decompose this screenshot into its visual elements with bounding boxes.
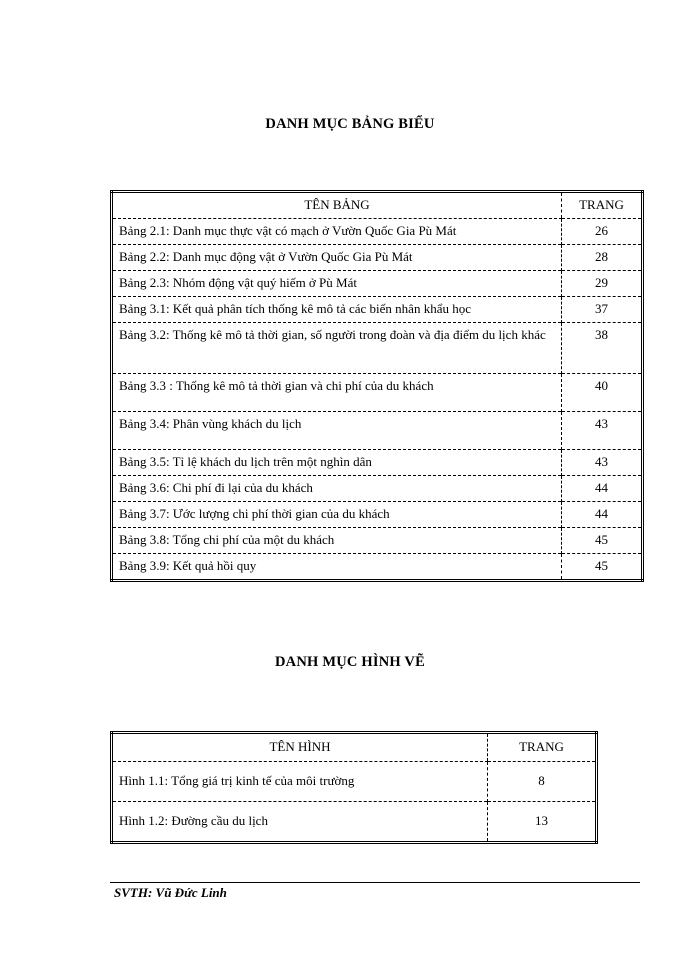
table-row — [112, 476, 643, 502]
figures-list-title: DANH MỤC HÌNH VẼ — [275, 654, 425, 670]
table-header-row — [112, 192, 643, 219]
entry-name: Bảng 3.8: Tổng chi phí của một du khách — [112, 528, 562, 554]
entry-page: 40 — [562, 374, 643, 412]
entry-page: 8 — [488, 762, 597, 802]
entry-name: Bảng 3.1: Kết quả phân tích thống kê mô tả các biến nhân khẩu học — [112, 297, 562, 323]
table-row — [112, 502, 643, 528]
column-header-page: TRANG — [488, 733, 597, 762]
entry-page: 44 — [562, 502, 643, 528]
table-row — [112, 271, 643, 297]
table-row — [112, 450, 643, 476]
entry-name: Bảng 2.3: Nhóm động vật quý hiếm ở Pù Mát — [112, 271, 562, 297]
entry-page: 43 — [562, 450, 643, 476]
entry-page: 44 — [562, 476, 643, 502]
entry-page: 45 — [562, 554, 643, 581]
tables-list-table — [110, 190, 644, 582]
entry-page: 26 — [562, 219, 643, 245]
entry-page: 43 — [562, 412, 643, 450]
table-row — [112, 762, 597, 802]
entry-page: 29 — [562, 271, 643, 297]
table-row — [112, 412, 643, 450]
table-row — [112, 219, 643, 245]
column-header-name: TÊN BẢNG — [112, 192, 562, 219]
figures-list-table — [110, 731, 598, 844]
entry-name: Bảng 3.7: Ước lượng chi phí thời gian của du khách — [112, 502, 562, 528]
entry-page: 37 — [562, 297, 643, 323]
footer-author: SVTH: Vũ Đức Linh — [114, 885, 227, 900]
table-row — [112, 245, 643, 271]
table-row — [112, 374, 643, 412]
footer-divider — [110, 882, 640, 883]
table-row — [112, 323, 643, 374]
entry-name: Bảng 3.6: Chi phí đi lại của du khách — [112, 476, 562, 502]
entry-name: Bảng 3.2: Thống kê mô tả thời gian, số người trong đoàn và địa điểm du lịch khác — [112, 323, 562, 374]
entry-name: Hình 1.2: Đường cầu du lịch — [112, 802, 488, 843]
entry-page: 28 — [562, 245, 643, 271]
entry-name: Bảng 3.3 : Thống kê mô tả thời gian và chi phí của du khách — [112, 374, 562, 412]
table-header-row — [112, 733, 597, 762]
column-header-page: TRANG — [562, 192, 643, 219]
entry-page: 13 — [488, 802, 597, 843]
entry-name: Bảng 3.4: Phân vùng khách du lịch — [112, 412, 562, 450]
table-row — [112, 297, 643, 323]
entry-name: Bảng 2.2: Danh mục động vật ở Vườn Quốc Gia Pù Mát — [112, 245, 562, 271]
table-row — [112, 554, 643, 581]
table-row — [112, 528, 643, 554]
entry-name: Bảng 3.5: Tỉ lệ khách du lịch trên một nghìn dân — [112, 450, 562, 476]
table-row — [112, 802, 597, 843]
entry-name: Bảng 2.1: Danh mục thực vật có mạch ở Vườn Quốc Gia Pù Mát — [112, 219, 562, 245]
entry-page: 38 — [562, 323, 643, 374]
entry-page: 45 — [562, 528, 643, 554]
tables-list-title: DANH MỤC BẢNG BIỂU — [265, 116, 435, 132]
column-header-name: TÊN HÌNH — [112, 733, 488, 762]
entry-name: Hình 1.1: Tổng giá trị kinh tế của môi trường — [112, 762, 488, 802]
entry-name: Bảng 3.9: Kết quả hồi quy — [112, 554, 562, 581]
